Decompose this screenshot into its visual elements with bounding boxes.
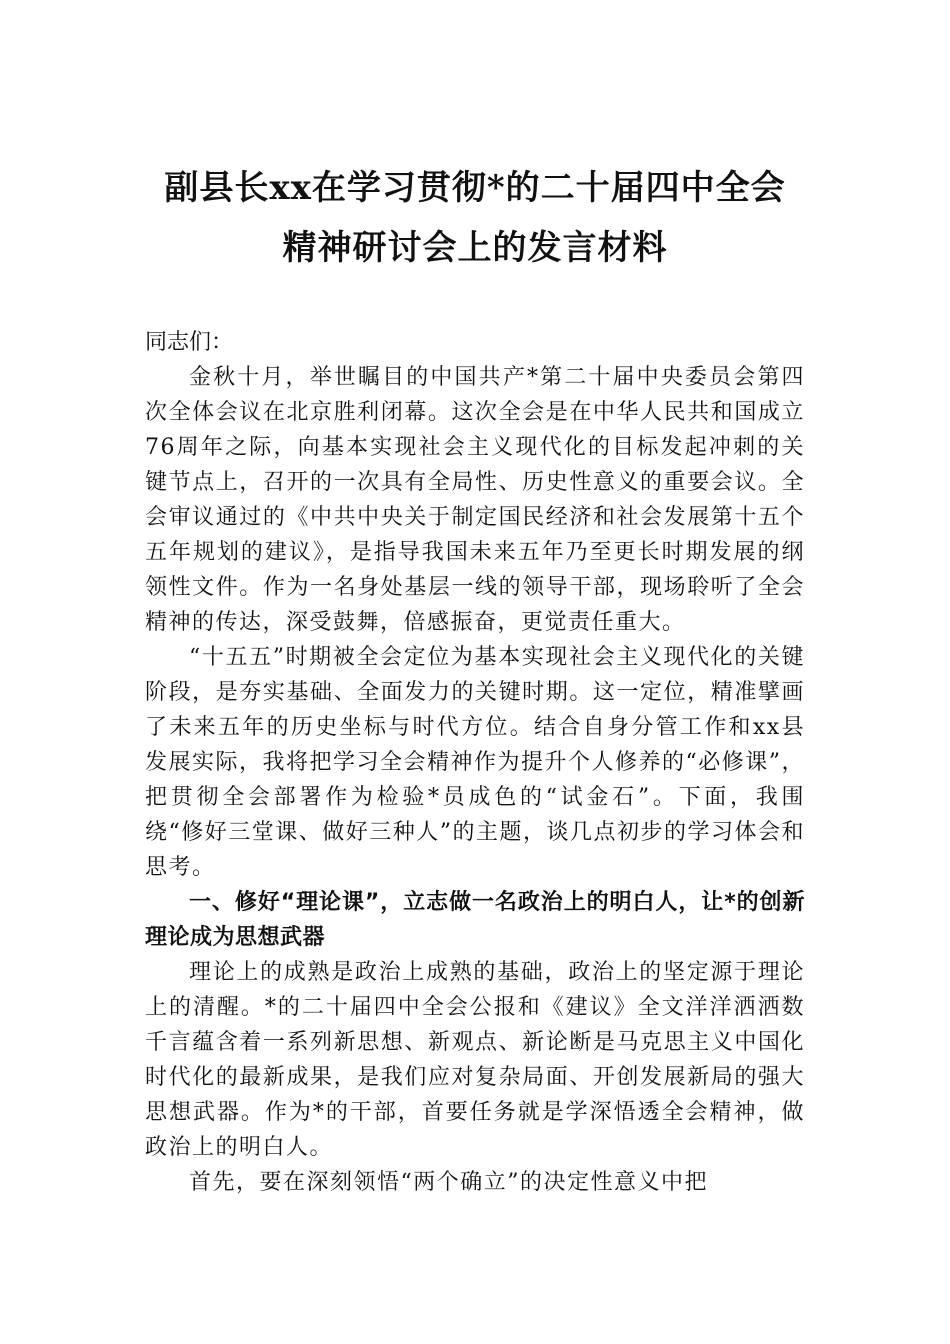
body-paragraph: 金秋十月，举世瞩目的中国共产*第二十届中央委员会第四次全体会议在北京胜利闭幕。这次全会是在中华人民共和国成立76周年之际，向基本实现社会主义现代化的目标发起冲刺的关键节点上，召开的一次具有全局性、历史性意义的重要会议。全会审议通过的《中共中央关于制定国民经济和社会发展第十五个五年规划的建议》，是指导我国未来五年乃至更长时期发展的纲领性文件。作为一名身处基层一线的领导干部，现场聆听了全会精神的传达，深受鼓舞，倍感振奋，更觉责任重大。 xyxy=(145,365,805,635)
section-heading: 一、修好“理论课”，立志做一名政治上的明白人，让*的创新理论成为思想武器 xyxy=(145,890,805,950)
document-body xyxy=(145,325,805,1200)
title-line-1: 副县长xx在学习贯彻*的二十届四中全会 xyxy=(164,168,786,208)
body-paragraph: 首先，要在深刻领悟“两个确立”的决定性意义中把 xyxy=(189,1170,708,1195)
body-paragraph: 理论上的成熟是政治上成熟的基础，政治上的坚定源于理论上的清醒。*的二十届四中全会公报和《建议》全文洋洋洒洒数千言蕴含着一系列新思想、新观点、新论断是马克思主义中国化时代化的最新成果，是我们应对复杂局面、开创发展新局的强大思想武器。作为*的干部，首要任务就是学深悟透全会精神，做政治上的明白人。 xyxy=(145,960,805,1160)
body-paragraph: “十五五”时期被全会定位为基本实现社会主义现代化的关键阶段，是夯实基础、全面发力的关键时期。这一定位，精准擘画了未来五年的历史坐标与时代方位。结合自身分管工作和xx县发展实际，我将把学习全会精神作为提升个人修养的“必修课”，把贯彻全会部署作为检验*员成色的“试金石”。下面，我围绕“修好三堂课、做好三种人”的主题，谈几点初步的学习体会和思考。 xyxy=(145,645,805,880)
salutation: 同志们： xyxy=(145,330,234,355)
title-line-2: 精神研讨会上的发言材料 xyxy=(282,228,668,268)
document-title xyxy=(120,158,830,278)
